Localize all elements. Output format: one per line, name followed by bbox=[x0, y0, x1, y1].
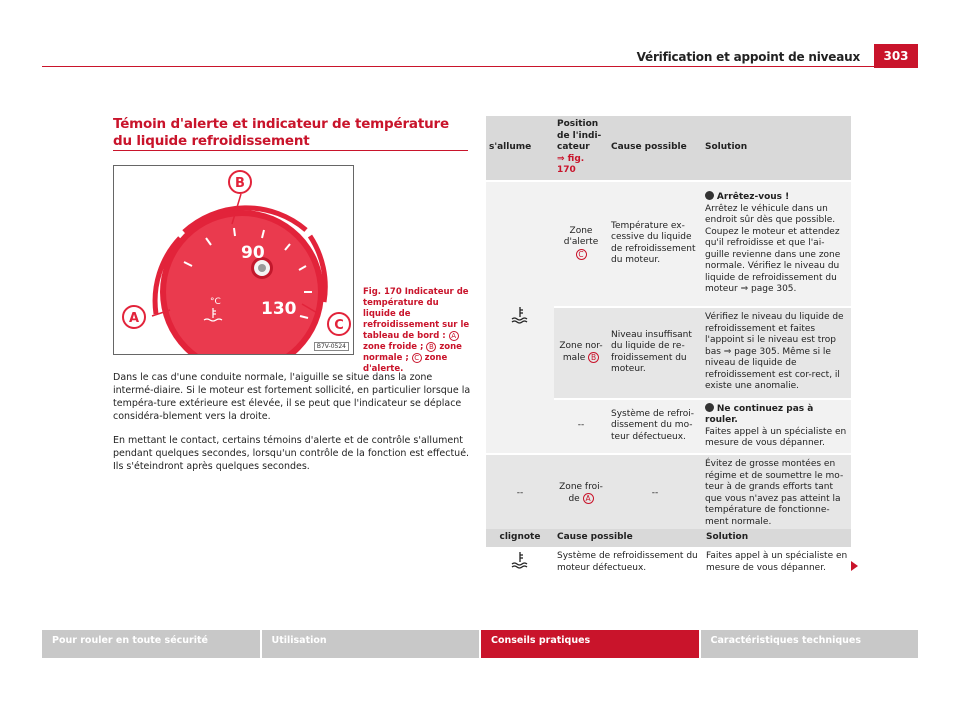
svg-text:B: B bbox=[235, 176, 245, 191]
figure-170 bbox=[113, 165, 354, 355]
col-header-lights: s'allume bbox=[486, 116, 554, 181]
coolant-temperature-icon bbox=[486, 547, 554, 579]
warning-light-icon bbox=[705, 403, 714, 412]
col-header-cause: Cause possible bbox=[608, 116, 702, 181]
body-paragraph-1: Dans le cas d'une conduite normale, l'aiguille se situe dans la zone intermé-diaire. Si le moteur est fortement sollicité, en particulier lorsque la tempéra-ture extérieure est élevée, il se peut que l'indicateur se déplace considéra-blement vers la droite. bbox=[113, 372, 471, 422]
col-header-cause: Cause possible bbox=[554, 529, 703, 547]
table-row: Zone nor-male B Niveau insuffisant du liquide de re-froidissement du moteur. Vérifiez le niveau du liquide de refroidissement et faites l'appoint si le niveau est trop bas ⇒ page 305. Même si le niveau de liquide de refroidissement est cor-rect, il existe une anomalie. bbox=[486, 307, 851, 399]
tab-practical-tips[interactable]: Conseils pratiques bbox=[481, 630, 701, 658]
caption-label-b: B bbox=[426, 342, 436, 352]
caption-label-a: A bbox=[449, 331, 459, 341]
gauge-130-label: 130 bbox=[261, 299, 297, 319]
section-title: Témoin d'alerte et indicateur de température du liquide refroidissement bbox=[113, 116, 449, 149]
coolant-gauge-illustration bbox=[114, 166, 353, 354]
svg-text:A: A bbox=[128, 311, 140, 326]
warning-light-table bbox=[486, 116, 851, 535]
col-header-solution: Solution bbox=[703, 529, 851, 547]
zone-label-b: B bbox=[588, 352, 599, 363]
col-header-blinks: clignote bbox=[486, 529, 554, 547]
page-number: 303 bbox=[874, 44, 918, 68]
table-row: -- Zone froi-de A -- Évitez de grosse montées en régime et de soumettre le mo-teur à de grands efforts tant que vous n'avez pas atteint la température de fonctionne-ment normale. bbox=[486, 454, 851, 534]
col-header-position: Position de l'indi-cateur ⇒ fig. 170 bbox=[554, 116, 608, 181]
continue-arrow-icon bbox=[851, 561, 858, 571]
table-row: Système de refroidissement du moteur défectueux. Faites appel à un spécialiste en mesure de vous dépanner. bbox=[486, 547, 851, 579]
gauge-degree-label: °C bbox=[210, 297, 221, 307]
gauge-90-label: 90 bbox=[241, 243, 265, 263]
tab-operation[interactable]: Utilisation bbox=[262, 630, 482, 658]
coolant-temperature-icon bbox=[486, 181, 554, 454]
figure-code: B7V-0524 bbox=[314, 342, 349, 351]
tab-technical-specs[interactable]: Caractéristiques techniques bbox=[701, 630, 919, 658]
blinking-light-table bbox=[486, 529, 851, 579]
zone-label-c: C bbox=[576, 249, 587, 260]
figure-caption: Fig. 170 Indicateur de température du liquide de refroidissement sur le tableau de bord : A zone froide ; B zone normale ; C zone d'alerte. bbox=[363, 287, 470, 374]
fig-link[interactable]: ⇒ fig. 170 bbox=[557, 153, 585, 175]
col-header-solution: Solution bbox=[702, 116, 851, 181]
body-paragraph-2: En mettant le contact, certains témoins d'alerte et de contrôle s'allument pendant quelques secondes, lorsqu'un contrôle de la fonction est effectué. Ils s'éteindront après quelques secondes. bbox=[113, 435, 470, 472]
caption-label-c: C bbox=[412, 353, 422, 363]
svg-text:C: C bbox=[334, 318, 344, 333]
table-row: -- Système de refroi-dissement du mo-teur défectueux. Ne continuez pas à rouler. Faites appel à un spécialiste en mesure de vous dépanner. bbox=[486, 399, 851, 454]
running-header-title: Vérification et appoint de niveaux bbox=[636, 50, 860, 64]
zone-label-a: A bbox=[583, 493, 594, 504]
warning-light-icon bbox=[705, 191, 714, 200]
header-rule bbox=[42, 66, 880, 67]
section-rule bbox=[113, 150, 468, 151]
table-row: Zone d'alerte C Température ex-cessive du liquide de refroidissement du moteur. Arrêtez-vous ! Arrêtez le véhicule dans un endroit sûr dès que possible. Coupez le moteur et attendez qu'il refroidisse et que l'ai-guille revienne dans une zone normale. Vérifiez le niveau du liquide de refroidissement du moteur ⇒ page 305. bbox=[486, 181, 851, 307]
tab-safety[interactable]: Pour rouler en toute sécurité bbox=[42, 630, 262, 658]
chapter-nav bbox=[42, 630, 918, 658]
